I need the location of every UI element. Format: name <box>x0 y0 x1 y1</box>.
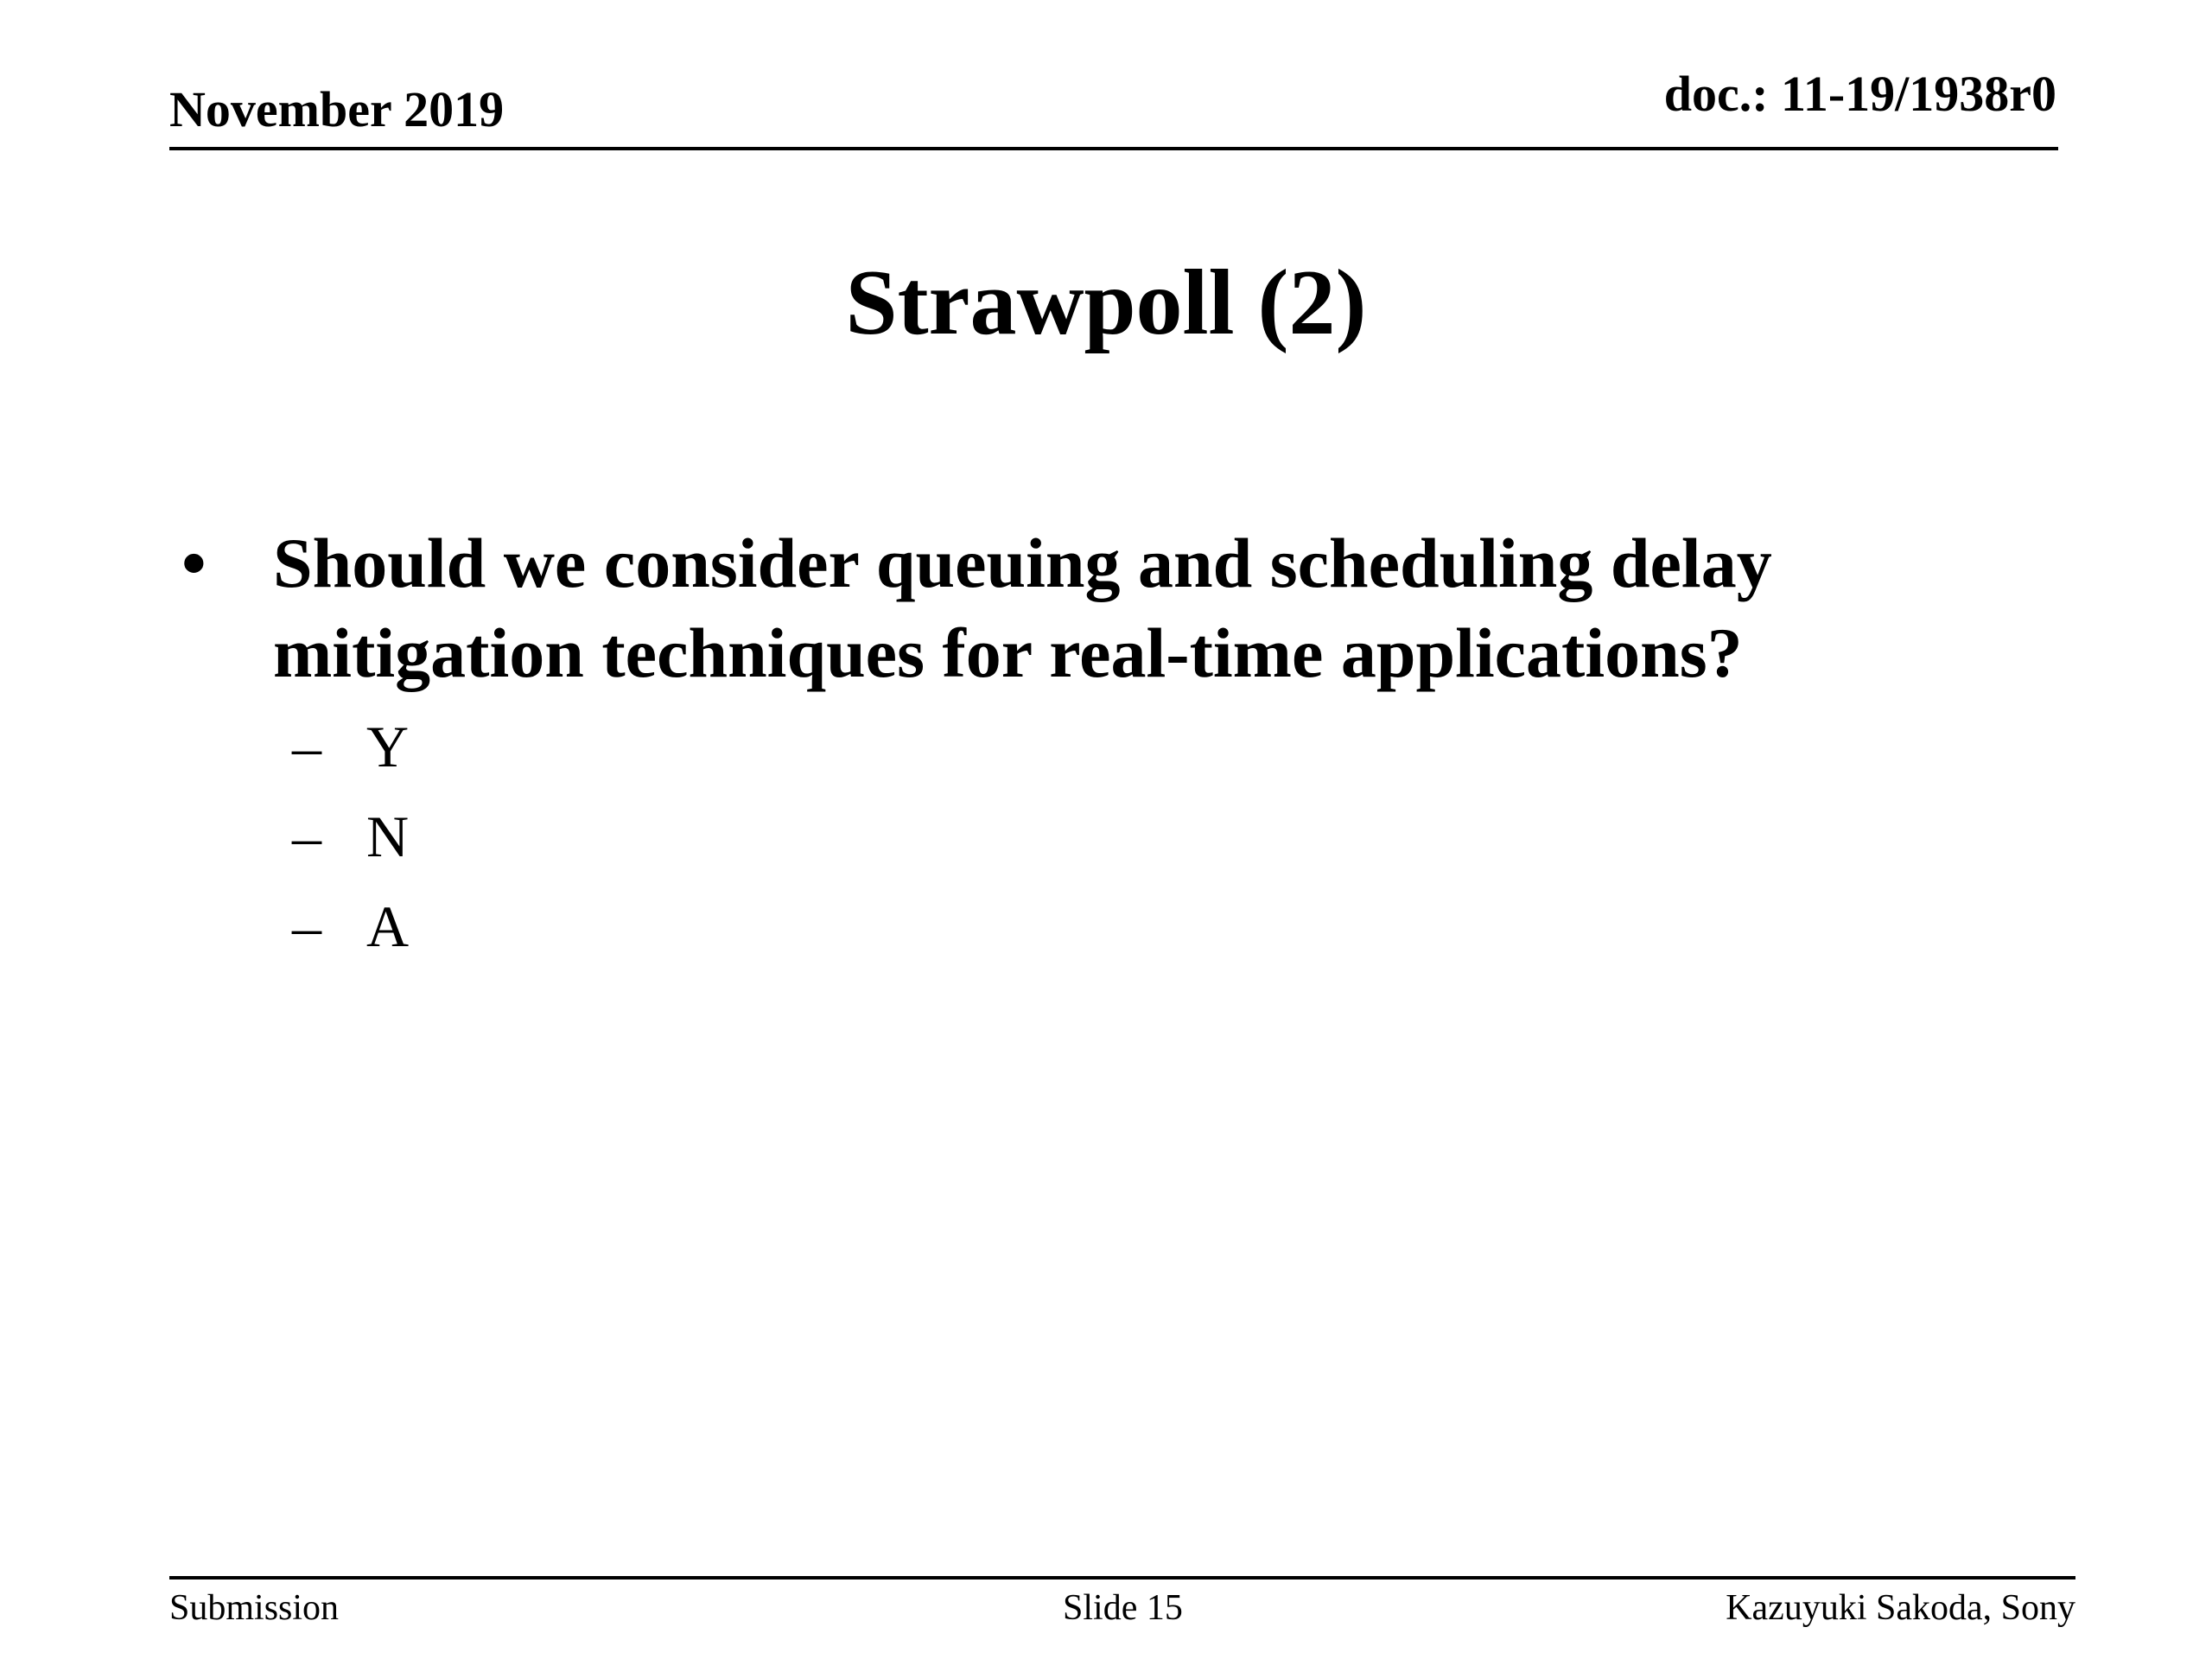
bullet-marker: • <box>181 524 207 602</box>
sub-item-a <box>292 881 2082 971</box>
sub-item-text: A <box>366 893 410 959</box>
bullet-text: Should we consider queuing and scheduling delay mitigation techniques for real-time applications? <box>273 524 1772 692</box>
footer-slide-number: Slide 15 <box>1063 1588 1183 1628</box>
sub-list <box>181 702 2082 971</box>
footer-divider <box>169 1576 2075 1580</box>
footer-submission: Submission <box>169 1588 340 1628</box>
footer-author: Kazuyuki Sakoda, Sony <box>1726 1588 2075 1628</box>
header-doc-id: doc.: 11-19/1938r0 <box>1663 66 2056 122</box>
sub-item-marker: – <box>292 804 321 869</box>
bullet-item <box>181 518 2082 698</box>
header-divider <box>169 147 2058 150</box>
header-date: November 2019 <box>169 81 505 137</box>
sub-item-marker: – <box>292 714 321 779</box>
slide-title: Strawpoll (2) <box>845 251 1367 354</box>
sub-item-y <box>292 702 2082 791</box>
slide-content <box>181 518 2082 971</box>
sub-item-marker: – <box>292 893 321 959</box>
sub-item-n <box>292 791 2082 881</box>
sub-item-text: N <box>366 804 410 869</box>
sub-item-text: Y <box>366 714 410 779</box>
